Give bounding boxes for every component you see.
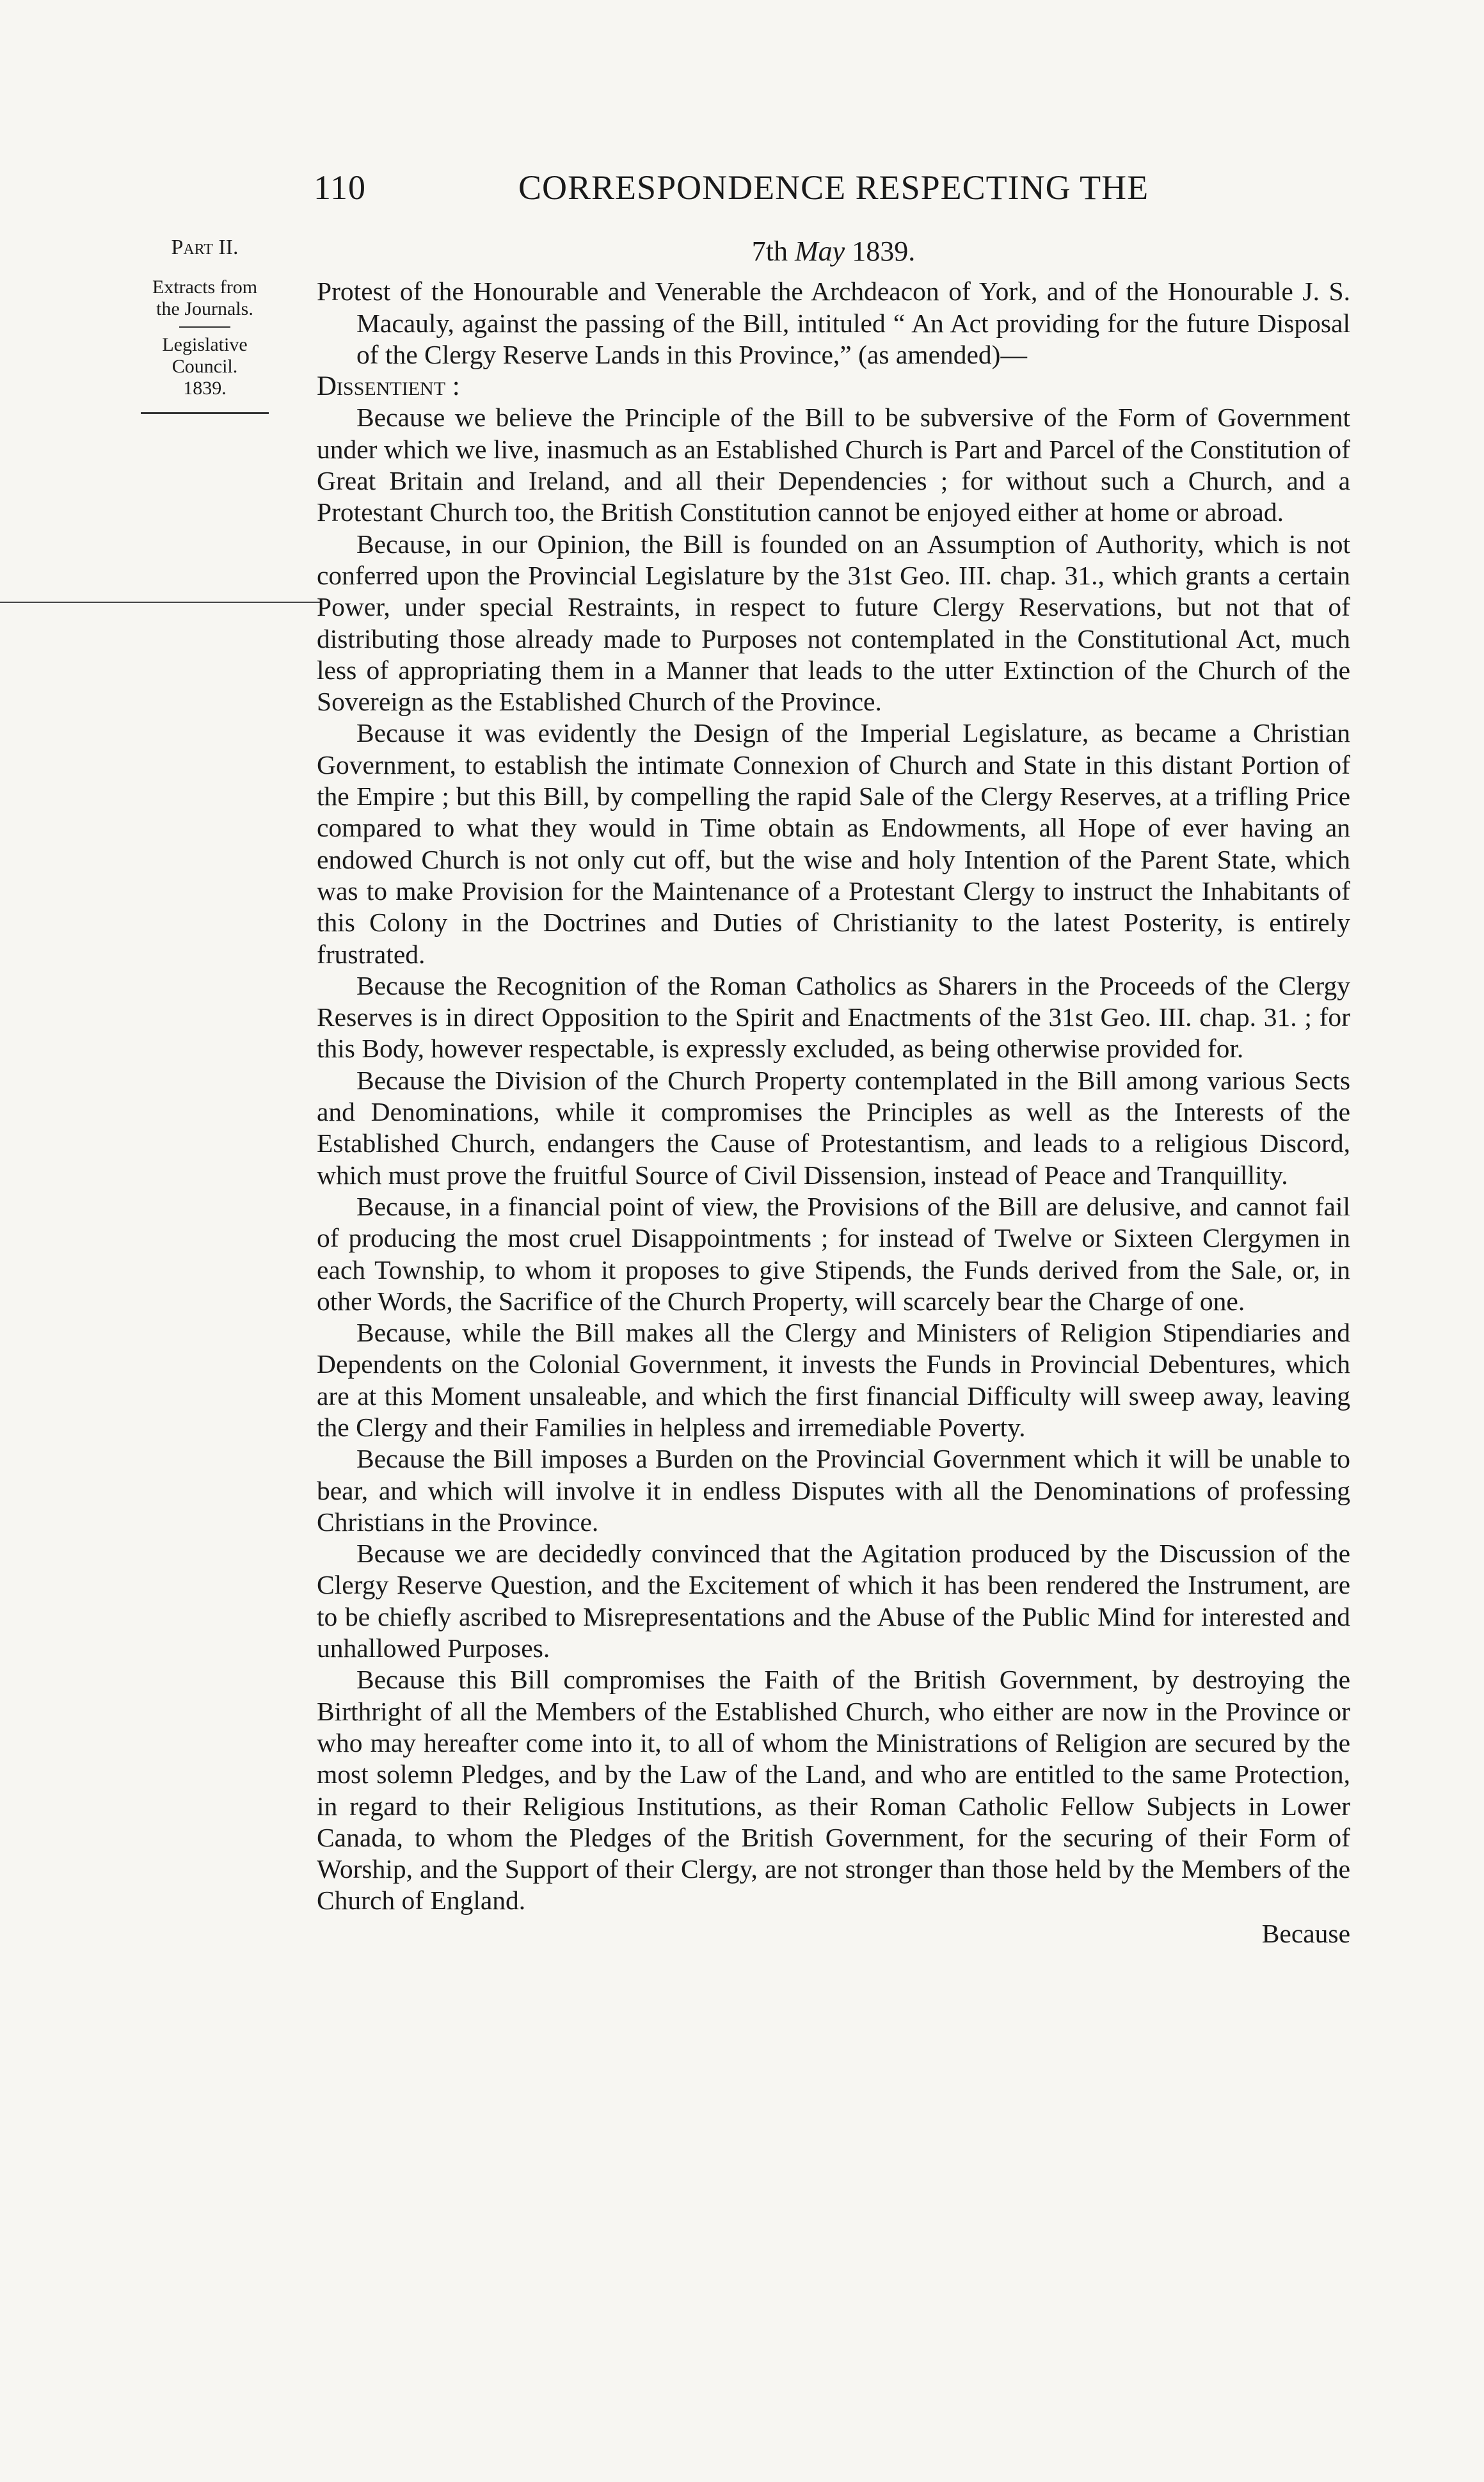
margin-legislative: Legislative: [162, 334, 248, 355]
paragraph: Because this Bill compromises the Faith of the British Government, by destroying the Birthright of all the Members of the Established Church, who either are now in the Province or who may hereafter come into it, to all of whom the Ministrations of Religion are secured by the most solemn Pledges, and by the Law of the Land, and who are entitled to the same Protection, in regard to their Religious Institutions, as their Roman Catholic Fellow Subjects in Lower Canada, to whom the Pledges of the British Government, for the securing of their Form of Worship, and the Support of their Clergy, are not stronger than those held by the Members of the Church of England.: [317, 1665, 1350, 1916]
paragraph: Because, while the Bill makes all the Clergy and Ministers of Religion Stipendiaries and Dependents on the Colonial Government, it invests the Funds in Provincial Debentures, which are at this Moment unsaleable, and which the first financial Difficulty will sweep away, leaving the Clergy and their Families in helpless and irremediable Poverty.: [317, 1318, 1350, 1442]
main-text: [317, 236, 1350, 1950]
stray-scan-line: [0, 602, 320, 603]
margin-note: [128, 237, 282, 414]
paragraph: Because the Division of the Church Property contemplated in the Bill among various Sects and Denominations, while it compromises the Principles as well as the Interests of the Established Church, endangers the Cause of Protestantism, and leads to a religious Discord, which must prove the fruitful Source of Civil Dissension, instead of Peace and Tranquillity.: [317, 1065, 1350, 1190]
paragraph: Because the Recognition of the Roman Catholics as Sharers in the Proceeds of the Clergy Reserves is in direct Opposition to the Spirit and Enactments of the 31st Geo. III. chap. 31. ; for this Body, however respectable, is expressly excluded, as being otherwise provided for.: [317, 970, 1350, 1064]
catchword: Because: [1261, 1918, 1350, 1948]
paragraph: Because the Bill imposes a Burden on the Provincial Government which it will be unable to bear, and which will involve it in endless Disputes with all the Denominations of professing Christians in the Province.: [317, 1444, 1350, 1537]
paragraph: Because we believe the Principle of the Bill to be subversive of the Form of Government under which we live, inasmuch as an Established Church is Part and Parcel of the Constitution of Great Britain and Ireland, and all their Dependencies ; for without such a Church, and a Protestant Church too, the British Constitution cannot be enjoyed either at home or abroad.: [317, 403, 1350, 527]
paragraph: Because we are decidedly convinced that the Agitation produced by the Discussion of the Clergy Reserve Question, and the Excitement of which it has been rendered the Instrument, are to be chiefly ascribed to Misrepresentations and the Abuse of the Public Mind for interested and unhallowed Purposes.: [317, 1539, 1350, 1663]
date-month: May: [795, 236, 845, 267]
margin-rule-short: [179, 326, 230, 328]
protest-heading: Protest of the Honourable and Venerable the Archdeacon of York, and of the Honourable J. S. Macauly, against the passing of the Bill, intituled “ An Act providing for the future Disposal of the Clergy Reserve Lands in this Province,” (as amended)—: [317, 276, 1350, 369]
margin-rule-long: [141, 412, 269, 414]
date-day: 7th: [751, 236, 788, 267]
paragraph: Because, in a financial point of view, the Provisions of the Bill are delusive, and cannot fail of producing the most cruel Disappointments ; for instead of Twelve or Sixteen Clergymen in each Township, to whom it proposes to give Stipends, the Funds derived from the Sale, or, in other Words, the Sacrifice of the Church Property, will scarcely bear the Charge of one.: [317, 1191, 1350, 1316]
margin-extracts-line2: the Journals.: [156, 298, 253, 319]
margin-year: 1839.: [183, 378, 227, 399]
paragraph: Because, in our Opinion, the Bill is founded on an Assumption of Authority, which is not conferred upon the Provincial Legislature by the 31st Geo. III. chap. 31., which grants a certain Power, under special Restraints, in respect to future Clergy Reservations, but not that of distributing those already made to Purposes not contemplated in the Constitutional Act, much less of appropriating them in a Manner that leads to the utter Extinction of the Church of the Sovereign as the Established Church of the Province.: [317, 529, 1350, 717]
dissentient-label: Dissentient :: [317, 371, 460, 402]
page-number: 110: [314, 168, 366, 207]
entry-date: [317, 236, 1350, 267]
margin-council: Council.: [172, 356, 238, 377]
running-header: [314, 168, 1171, 212]
running-title: CORRESPONDENCE RESPECTING THE: [518, 168, 1149, 207]
margin-extracts-line1: Extracts from: [152, 276, 258, 298]
date-year: 1839.: [852, 236, 916, 267]
margin-part: Part II.: [171, 236, 239, 259]
paragraph: Because it was evidently the Design of the Imperial Legislature, as became a Christian Government, to establish the intimate Connexion of Church and State in this distant Portion of the Empire ; but this Bill, by compelling the rapid Sale of the Clergy Reserves, at a trifling Price compared to what they would in Time obtain as Endowments, all Hope of ever having an endowed Church is not only cut off, but the wise and holy Intention of the Parent State, which was to make Provision for the Maintenance of a Protestant Clergy to instruct the Inhabitants of this Colony in the Doctrines and Duties of Christianity to the latest Posterity, is entirely frustrated.: [317, 718, 1350, 969]
